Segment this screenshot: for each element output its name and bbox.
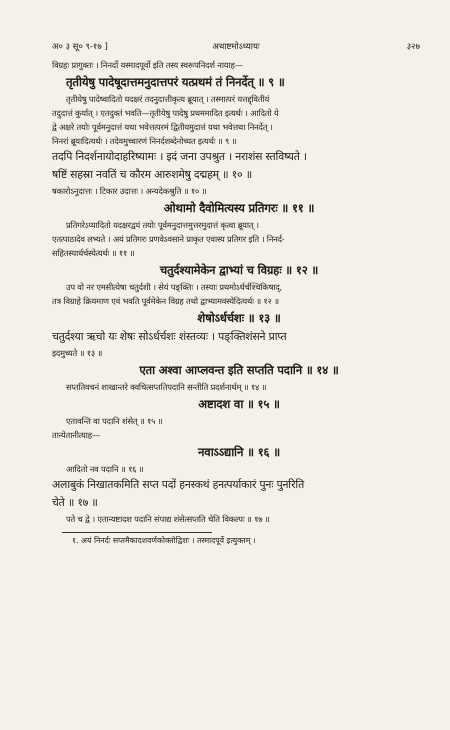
sutra-line: तृतीयेषु पादेषूदात्तमनुदात्तपरं यत्प्रथमं तं निनर्देत् ॥ ९ ॥ [66,75,285,89]
commentary-line: तदुदात्तं कुर्यात् । एतदुक्तं भवति—तृतीयेषु पादेषु प्रथममादित इत्यर्थः । आदितो ये [52,108,279,118]
commentary-line: एतत्पाठादेव लभ्यते । अयं प्रतिगरः प्रणवेऽवसाने प्राकृत एवास्य प्रतिगर इति । निनर्द- [52,234,285,244]
commentary-line: पते च द्वे । एतान्यष्टादश पदानि संपाद्य शंसेत्सप्तति चेति विकल्पः ॥ १७ ॥ [66,514,270,524]
sutra-line: चेते ॥ १७ ॥ [52,496,98,509]
sutra-line: एता अश्वा आप्लवन्त इति सप्तति पदानि ॥ १४ ॥ [139,363,339,377]
commentary-line: उप वो नर एमसीत्येषा चतुर्दशी । सेयं पङ्क्तिः । तस्याः प्रथमोऽर्धर्चश्चिकिषाद्, [66,282,282,292]
running-header [52,41,420,55]
sutra-line: नवाऽऽद्यानि ॥ १६ ॥ [198,445,280,459]
commentary-line: तत्र विग्राहे क्रियमाण एवं भवति पूर्वमेकेन विग्रह तथो द्वाभ्यामवस्येदित्यर्थः ॥ १२ ॥ [52,296,279,306]
example-verse-line: षष्टिं सहस्रा नवतिं च कौरम आरुशमेषु दद्महम् ॥ १० ॥ [52,168,252,181]
sutra-line: ओथामो दैवोमित्यस्य प्रतिगरः ॥ ११ ॥ [163,201,315,215]
sutra-line: शेषोऽर्धर्चशः ॥ १३ ॥ [197,311,281,325]
example-verse-line: तदपि निदर्शनायोदाहरिष्यामः । इदं जना उपश्रुत । नराशंस स्तविष्यते । [52,150,307,163]
commentary-line: तान्येतानीत्याह— [52,430,101,440]
page-number: ३२७ [406,42,420,52]
sutra-line: अष्टादश वा ॥ १५ ॥ [198,397,280,411]
commentary-line: निनरां ब्रूयादित्यर्थः । तदेवमुच्चारणं निनर्दशब्देनोच्यत इत्यर्थः ॥ ९ ॥ [52,136,237,146]
commentary-line: आदितो नव पदानि ॥ १६ ॥ [66,464,144,474]
commentary-line: द्वे अक्षरे तयोः पूर्वमनुदात्तं यथा भवेत्तत्परमं द्वितीयमुदात्तं यथा भवेत्तथा निनर्देत् । [52,122,273,132]
commentary-line: विग्रहः प्रागुक्तः । निनर्दो यस्मादपूर्वो इति तस्य स्वरूपनिदर्श नायाह— [52,60,243,70]
header-chapter-title: अथाष्टमोऽध्यायः [212,42,260,52]
sutra-line: अलाबुकं निखातकमिति सप्त पदों हनस्कथं हनत्पर्याकारं पुनः पुनरिति [52,478,305,491]
footnote: १. अयं निनर्दः सप्तमैकादशवर्णकोक्तोद्विशः । तस्मादपूर्वे इत्युक्तम् । [72,536,256,545]
commentary-line: सहितस्यार्धर्चस्येत्यर्थः ॥ ११ ॥ [52,248,135,258]
commentary-line: एतावन्ति वा पदानि शंसेत् ॥ १५ ॥ [66,416,163,426]
commentary-line: षकारोऽनुदात्तः । टिकार उदात्तः । अन्यदेकश्रुति ॥ १० ॥ [52,186,207,196]
footnote-divider [62,532,212,533]
commentary-line: सप्ततिवचनं शाखान्तरे क्वचित्सप्ततिपदानि सन्तीति प्रदर्शनार्थम् ॥ १४ ॥ [66,382,267,392]
commentary-line: तृतीयेषु पादेष्वादितो यदक्षरं तदनुदात्तीकृत्य ब्रूयात् । तस्मात्परं यत्तद्द्वितीयं [66,94,270,104]
header-section-ref: अ० ३ सू० ९-१७ ] [52,42,108,52]
page-body [52,58,426,547]
commentary-line: इदमुच्यते ॥ १३ ॥ [52,348,103,358]
sutra-line: चतुर्दश्यामेकेन द्वाभ्यां च विग्रहः ॥ १२ ॥ [159,263,319,277]
commentary-line: प्रतिगरेऽप्यादितो यदक्षरद्वयं तयोः पूर्वमनुदात्तमुत्तरमुदात्तं कृत्वा ब्रूयात् । [66,220,259,230]
commentary-line: चतुर्दश्या ऋचो यः शेषः सोऽर्धर्चशः शंस्तव्यः । पङ्क्तिशंसने प्राप्त [52,330,287,343]
